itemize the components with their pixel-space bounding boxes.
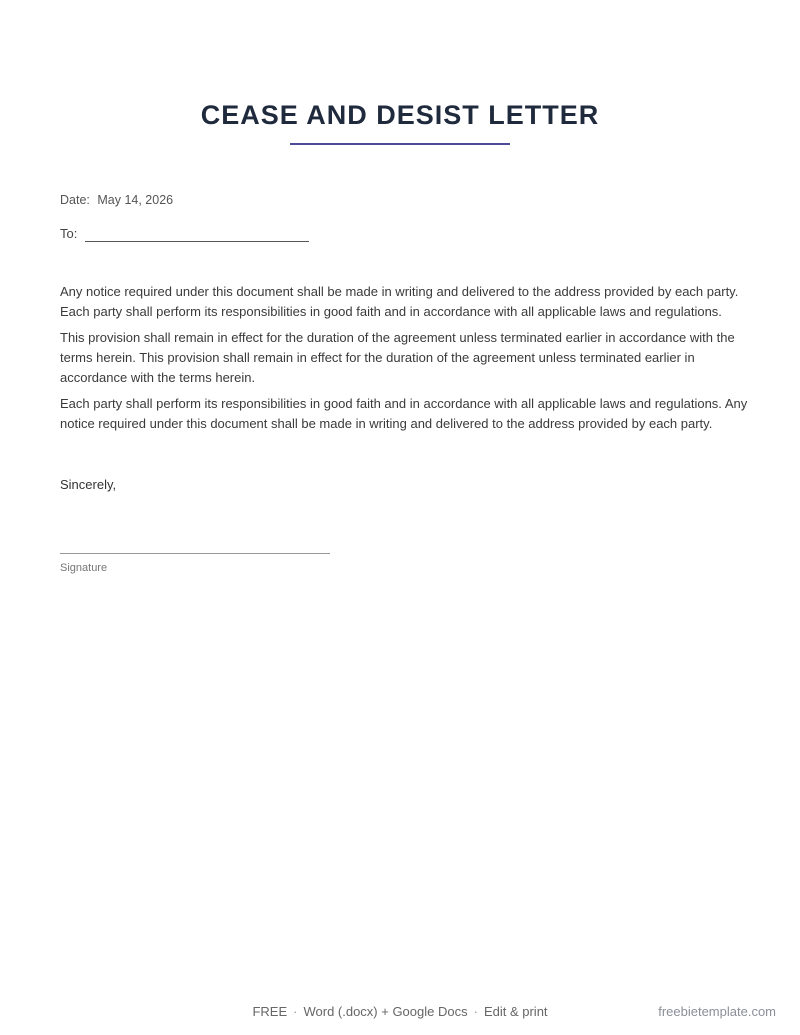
- date-line: [60, 192, 173, 208]
- recipient-label: To:: [60, 226, 78, 241]
- footer-format-label: Word (.docx) + Google Docs: [303, 1004, 468, 1019]
- footer-separator: ·: [293, 1004, 298, 1019]
- body-paragraph: This provision shall remain in effect for the duration of the agreement unless terminated earlier in accordance with the terms herein. This provision shall remain in effect for the duration of the agreement unless terminated earlier in accordance with the terms herein.: [60, 330, 735, 385]
- title-underline: [290, 143, 510, 145]
- closing-line: Sincerely,: [60, 477, 117, 492]
- footer-edit-label: Edit & print: [483, 1004, 548, 1019]
- date-value: May 14, 2026: [97, 193, 174, 207]
- footer-free-label: FREE: [252, 1004, 288, 1019]
- body-paragraph: Any notice required under this document shall be made in writing and delivered to the address provided by each party. Each party shall perform its responsibilities in good faith and in accordance with all applicable laws and regulations.: [60, 284, 739, 319]
- document-title: CEASE AND DESIST LETTER: [200, 100, 600, 130]
- recipient-blank-field[interactable]: [85, 227, 309, 242]
- recipient-line: [60, 226, 309, 242]
- signature-label: Signature: [60, 562, 108, 574]
- footer-separator: ·: [473, 1004, 478, 1019]
- footer-brand-link[interactable]: freebietemplate.com: [658, 1004, 776, 1019]
- signature-line: [60, 553, 330, 554]
- letter-body: [60, 282, 750, 440]
- date-label: Date:: [60, 193, 90, 207]
- body-paragraph: Each party shall perform its responsibilities in good faith and in accordance with all applicable laws and regulations. Any notice required under this document shall be made in writing and delivered to the address provided by each party.: [60, 396, 748, 431]
